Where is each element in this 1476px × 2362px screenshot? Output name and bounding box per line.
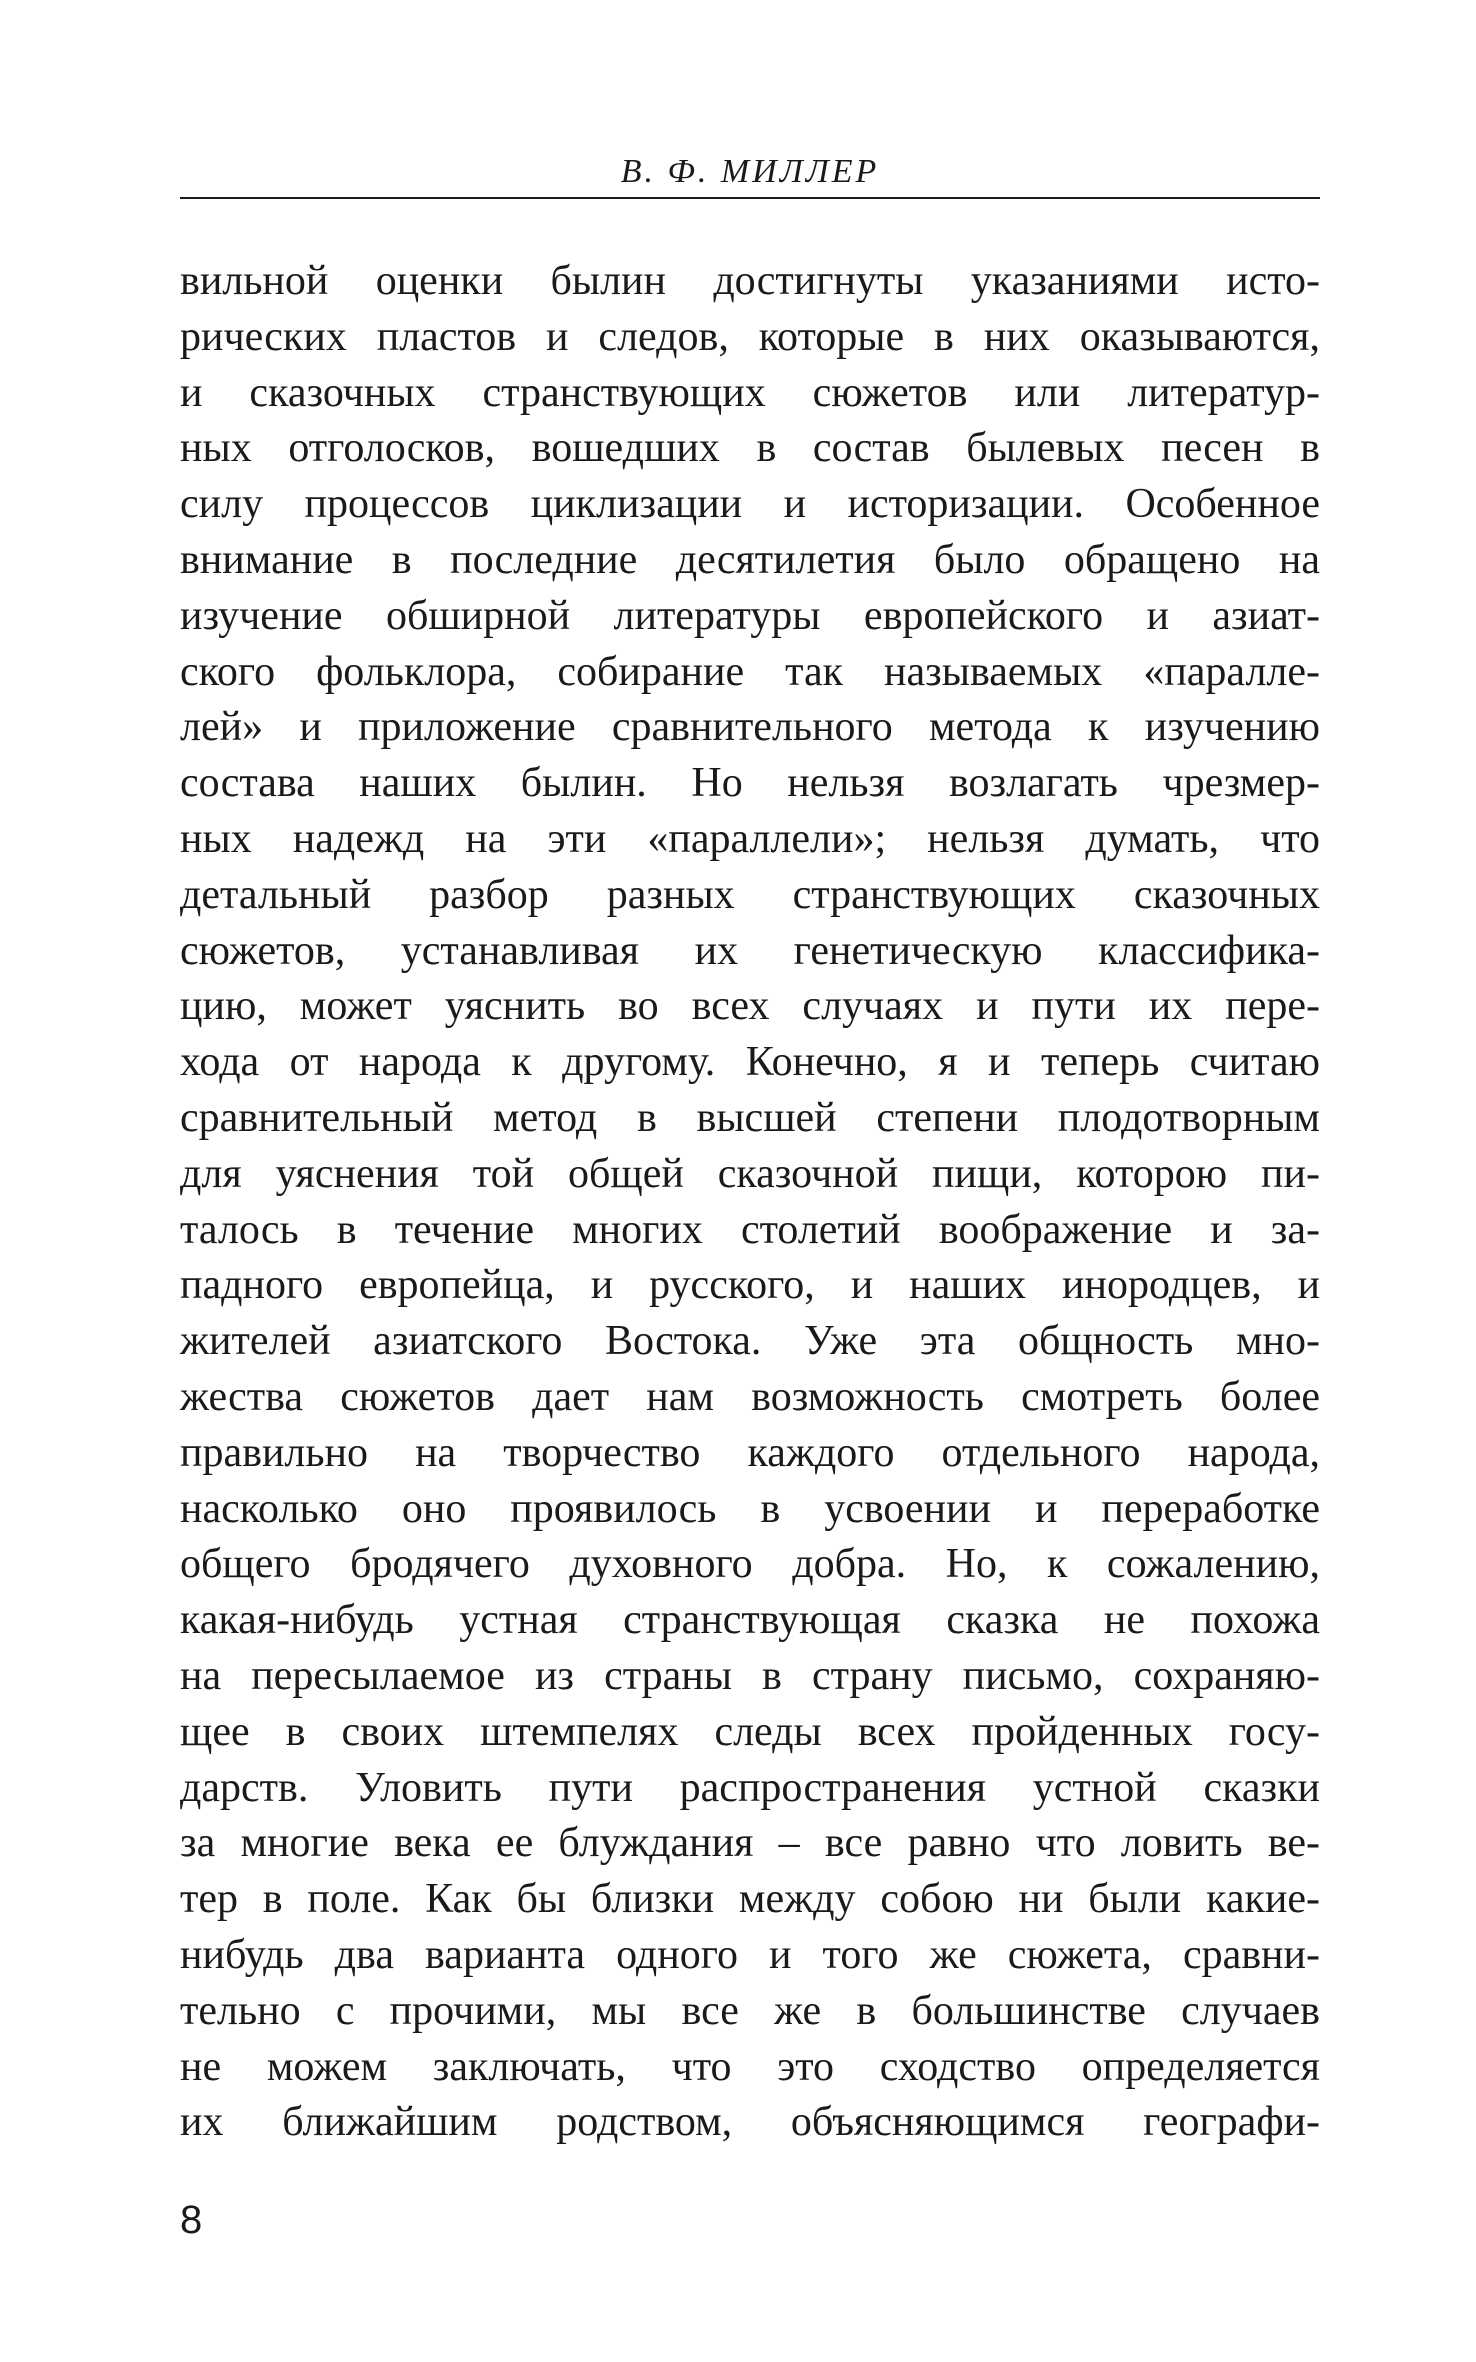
text-line: жества сюжетов дает нам возможность смотреть более <box>180 1373 1320 1420</box>
text-line: насколько оно проявилось в усвоении и переработке <box>180 1485 1320 1532</box>
text-line: внимание в последние десятилетия было обращено на <box>180 536 1320 583</box>
text-line: правильно на творчество каждого отдельного народа, <box>180 1429 1320 1476</box>
text-line: щее в своих штемпелях следы всех пройденных госу- <box>180 1708 1320 1755</box>
text-line: детальный разбор разных странствующих сказочных <box>180 871 1320 918</box>
text-line: дарств. Уловить пути распространения устной сказки <box>180 1764 1320 1811</box>
text-line: для уяснения той общей сказочной пищи, которою пи- <box>180 1150 1320 1197</box>
page-number: 8 <box>180 2198 203 2242</box>
text-line: их ближайшим родством, объясняющимся географи- <box>180 2099 1320 2146</box>
text-line: падного европейца, и русского, и наших инородцев, и <box>180 1262 1320 1309</box>
text-line: тельно с прочими, мы все же в большинстве случаев <box>180 1987 1320 2034</box>
text-line: жителей азиатского Востока. Уже эта общность мно- <box>180 1318 1320 1365</box>
text-line: ского фольклора, собирание так называемых «паралле- <box>180 648 1320 695</box>
text-line: не можем заключать, что это сходство определяется <box>180 2043 1320 2090</box>
text-line: ных надежд на эти «параллели»; нельзя думать, что <box>180 815 1320 862</box>
text-line: изучение обширной литературы европейского и азиат- <box>180 592 1320 639</box>
text-line: на пересылаемое из страны в страну письмо, сохраняю- <box>180 1652 1320 1699</box>
header-rule <box>180 197 1320 199</box>
text-line: цию, может уяснить во всех случаях и пути их пере- <box>180 983 1320 1030</box>
text-line: талось в течение многих столетий воображение и за- <box>180 1206 1320 1253</box>
text-line: хода от народа к другому. Конечно, я и теперь считаю <box>180 1039 1320 1086</box>
text-line: сравнительный метод в высшей степени плодотворным <box>180 1094 1320 1141</box>
body-text <box>180 254 1320 2151</box>
text-line: вильной оценки былин достигнуты указаниями исто- <box>180 258 1320 304</box>
text-line: ных отголосков, вошедших в состав былевых песен в <box>180 425 1320 472</box>
text-line: тер в поле. Как бы близки между собою ни были какие- <box>180 1876 1320 1923</box>
running-head: В. Ф. МИЛЛЕР <box>620 153 880 190</box>
text-line: сюжетов, устанавливая их генетическую классифика- <box>180 927 1320 974</box>
text-line: какая-нибудь устная странствующая сказка не похожа <box>180 1597 1320 1644</box>
text-line: рических пластов и следов, которые в них оказываются, <box>180 313 1320 360</box>
text-line: общего бродячего духовного добра. Но, к сожалению, <box>180 1541 1320 1588</box>
text-line: силу процессов циклизации и историзации. Особенное <box>180 481 1320 528</box>
text-line: нибудь два варианта одного и того же сюжета, сравни- <box>180 1931 1320 1978</box>
text-line: состава наших былин. Но нельзя возлагать чрезмер- <box>180 760 1320 807</box>
text-line: лей» и приложение сравнительного метода к изучению <box>180 704 1320 751</box>
text-line: и сказочных странствующих сюжетов или литератур- <box>180 369 1320 416</box>
text-line: за многие века ее блуждания – все равно что ловить ве- <box>180 1820 1320 1867</box>
